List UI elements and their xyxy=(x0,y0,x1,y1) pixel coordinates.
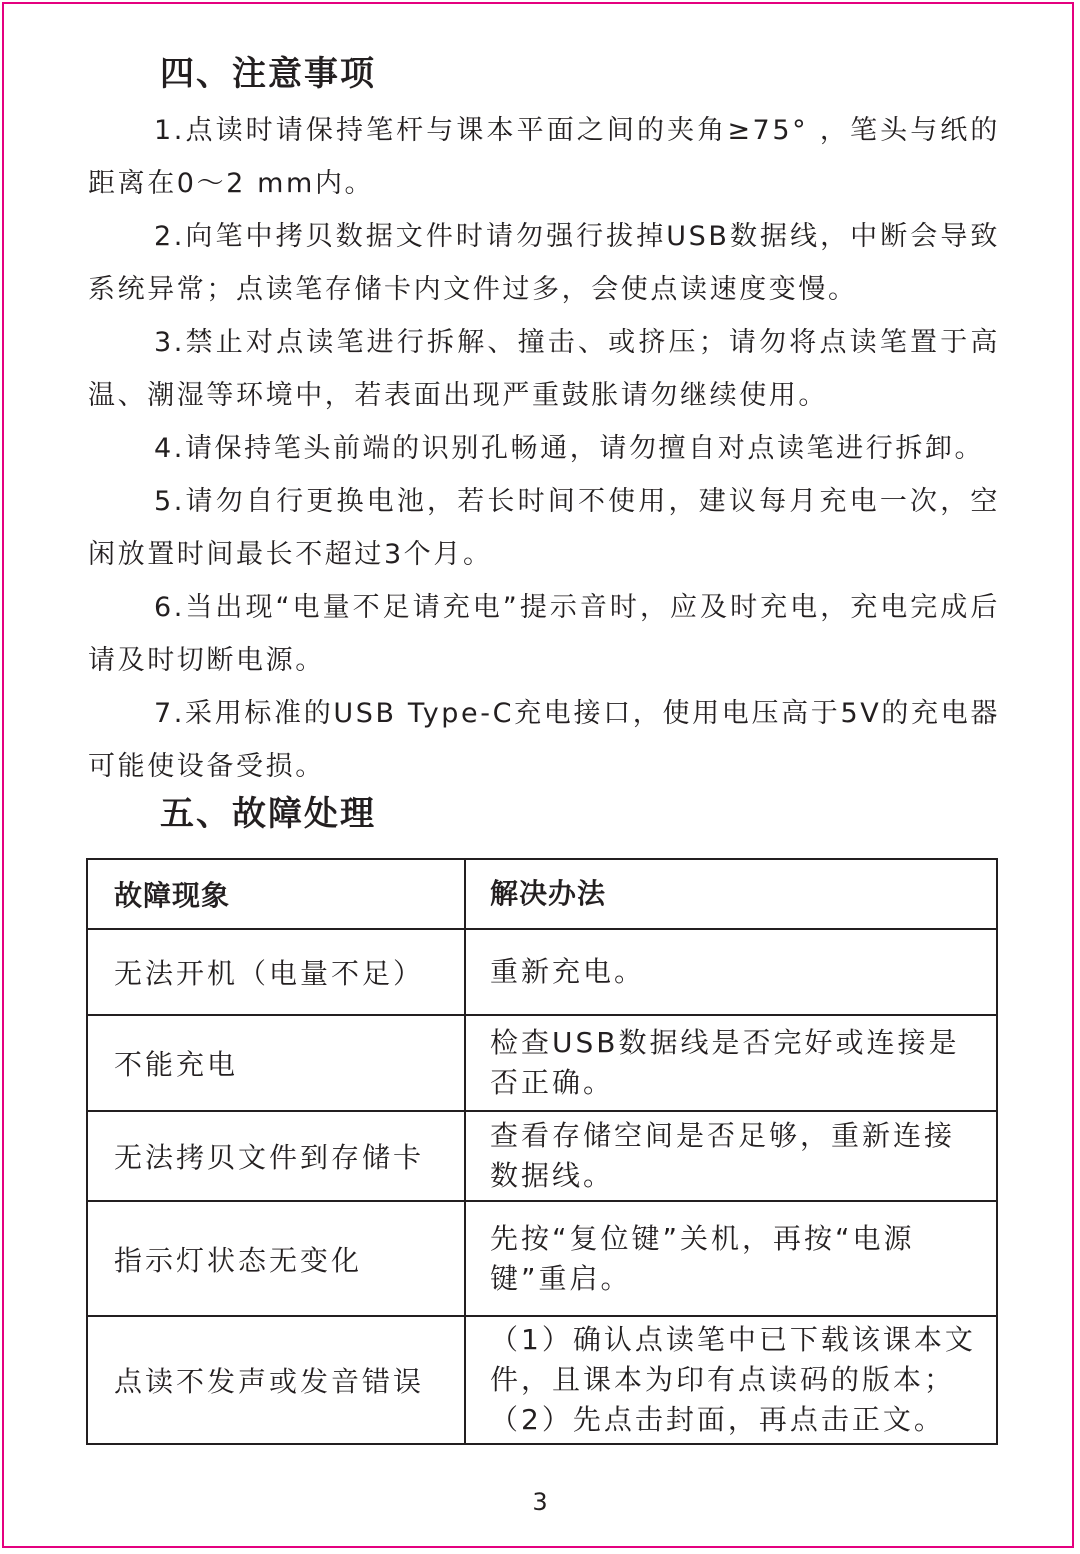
solution-cell: 检查USB数据线是否完好或连接是否正确。 xyxy=(465,1015,997,1111)
symptom-cell: 不能充电 xyxy=(87,1015,465,1111)
solution-cell: 重新充电。 xyxy=(465,929,997,1015)
precaution-item: 6.当出现“电量不足请充电”提示音时，应及时充电，充电完成后请及时切断电源。 xyxy=(88,592,1000,676)
table-row xyxy=(87,929,997,1015)
precaution-item: 7.采用标准的USB Type-C充电接口，使用电压高于5V的充电器可能使设备受损。 xyxy=(88,698,1000,782)
table-header-row xyxy=(87,859,997,929)
precaution-item: 2.向笔中拷贝数据文件时请勿强行拔掉USB数据线，中断会导致系统异常；点读笔存储卡内文件过多，会使点读速度变慢。 xyxy=(88,221,1000,305)
symptom-cell: 点读不发声或发音错误 xyxy=(87,1316,465,1444)
table-row xyxy=(87,1015,997,1111)
solution-cell: 查看存储空间是否足够，重新连接数据线。 xyxy=(465,1111,997,1201)
symptom-cell: 无法拷贝文件到存储卡 xyxy=(87,1111,465,1201)
precaution-item: 1.点读时请保持笔杆与课本平面之间的夹角≥75° ，笔头与纸的距离在0～2 mm内。 xyxy=(88,115,1000,199)
precaution-item: 5.请勿自行更换电池，若长时间不使用，建议每月充电一次，空闲放置时间最长不超过3个月。 xyxy=(88,486,1000,570)
troubleshooting-table xyxy=(86,858,998,1445)
section-heading-troubleshooting: 五、故障处理 xyxy=(160,794,376,834)
page-number: 3 xyxy=(532,1488,548,1516)
solution-cell: 先按“复位键”关机，再按“电源键”重启。 xyxy=(465,1201,997,1316)
column-header-solution: 解决办法 xyxy=(465,859,997,929)
table-row xyxy=(87,1111,997,1201)
table-row xyxy=(87,1201,997,1316)
precaution-item: 4.请保持笔头前端的识别孔畅通，请勿擅自对点读笔进行拆卸。 xyxy=(154,433,985,464)
precautions-list xyxy=(88,104,1000,793)
symptom-cell: 指示灯状态无变化 xyxy=(87,1201,465,1316)
symptom-cell: 无法开机（电量不足） xyxy=(87,929,465,1015)
precaution-item: 3.禁止对点读笔进行拆解、撞击、或挤压；请勿将点读笔置于高温、潮湿等环境中，若表面出现严重鼓胀请勿继续使用。 xyxy=(88,327,1000,411)
solution-cell: （1）确认点读笔中已下载该课本文件，且课本为印有点读码的版本；（2）先点击封面，再点击正文。 xyxy=(465,1316,997,1444)
table-row xyxy=(87,1316,997,1444)
column-header-symptom: 故障现象 xyxy=(87,859,465,929)
section-heading-precautions: 四、注意事项 xyxy=(160,54,376,94)
